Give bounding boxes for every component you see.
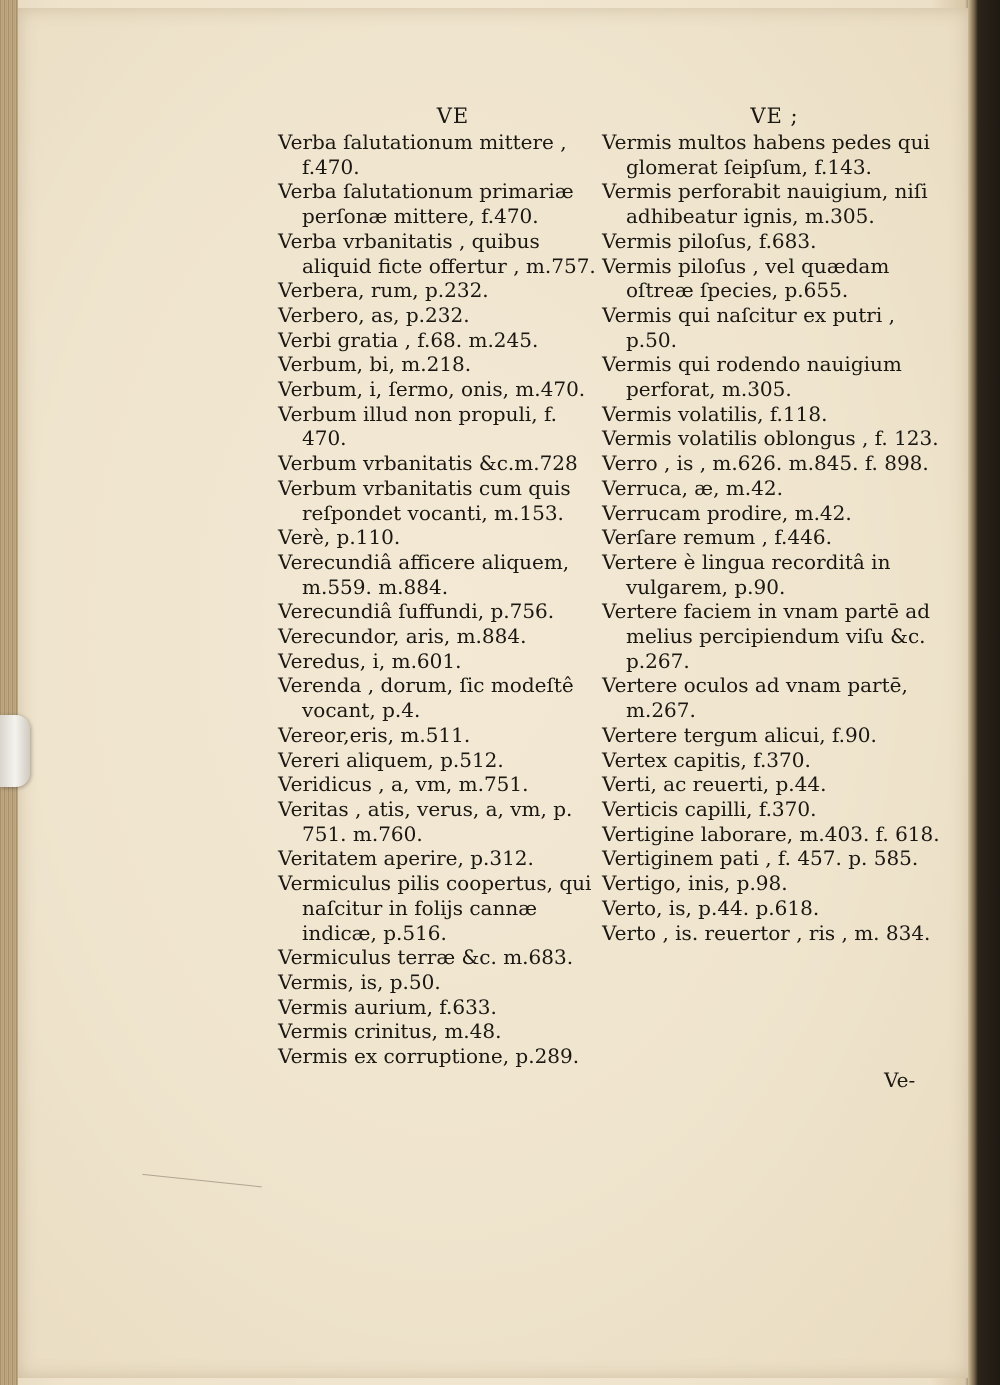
page-edges-left — [0, 0, 18, 1385]
right-column-header: VE ; — [750, 104, 799, 128]
dictionary-entry: Vertere è lingua recorditâ in vulgarem, p.90. — [602, 549, 891, 599]
dictionary-entry: Verè, p.110. — [278, 525, 401, 550]
dictionary-entry: Vermis piloſus, f.683. — [602, 228, 817, 253]
dictionary-entry: Veredus, i, m.601. — [278, 648, 462, 673]
dictionary-entry: Verbero, as, p.232. — [278, 302, 470, 327]
dictionary-entry: Verbum, i, ſermo, onis, m.470. — [278, 377, 586, 402]
dictionary-entry: Verba vrbanitatis , quibus aliquid ficte offertur , m.757. — [278, 228, 596, 278]
dictionary-entry: Vermis ex corruptione, p.289. — [278, 1044, 580, 1069]
dictionary-entry: Vermis crinitus, m.48. — [278, 1019, 502, 1044]
dictionary-entry: Verba ſalutationum primariæ perſonæ mittere, f.470. — [278, 179, 574, 229]
left-column — [278, 104, 598, 1069]
dictionary-entry: Verbi gratia , f.68. m.245. — [278, 327, 539, 352]
dictionary-entry: Vermis aurium, f.633. — [278, 994, 497, 1019]
dictionary-entry: Vermis qui rodendo nauigium perforat, m.305. — [602, 352, 902, 402]
dictionary-entry: Verbum illud non propuli, f. 470. — [278, 401, 558, 451]
dictionary-entry: Vertiginem pati , f. 457. p. 585. — [602, 846, 919, 871]
dictionary-entry: Verecundor, aris, m.884. — [278, 624, 527, 649]
dictionary-entry: Vermis, is, p.50. — [278, 969, 441, 994]
dictionary-entry: Verſare remum , f.446. — [602, 525, 832, 550]
dictionary-entry: Vermis piloſus , vel quædam oſtreæ ſpecies, p.655. — [602, 253, 890, 303]
dictionary-entry: Verticis capilli, f.370. — [602, 796, 817, 821]
dictionary-entry: Veritas , atis, verus, a, vm, p. 751. m.760. — [278, 796, 573, 846]
dictionary-entry: Verbera, rum, p.232. — [278, 278, 489, 303]
dictionary-entry: Verba ſalutationum mittere , f.470. — [278, 130, 567, 179]
dictionary-entry: Verti, ac reuerti, p.44. — [602, 772, 827, 797]
dictionary-entry: Vertere tergum alicui, f.90. — [602, 722, 877, 747]
dictionary-entry: Vertere oculos ad vnam partē, m.267. — [602, 673, 908, 723]
dictionary-entry: Verto, is, p.44. p.618. — [602, 895, 820, 920]
dictionary-entry: Veridicus , a, vm, m.751. — [278, 772, 529, 797]
right-column — [602, 104, 947, 945]
dictionary-entry: Vermis volatilis oblongus , f. 123. — [602, 426, 939, 451]
dictionary-entry: Verto , is. reuertor , ris , m. 834. — [602, 920, 931, 945]
dictionary-entry: Vereor,eris, m.511. — [278, 722, 471, 747]
dictionary-entry: Vertigo, inis, p.98. — [602, 871, 788, 896]
dictionary-entry: Vereri aliquem, p.512. — [278, 747, 504, 772]
dictionary-entry: Vermis multos habens pedes qui glomerat ſeipſum, f.143. — [602, 130, 930, 179]
dictionary-entry: Vertigine laborare, m.403. f. 618. — [602, 821, 940, 846]
page-clip — [0, 715, 30, 787]
dictionary-entry: Vertere faciem in vnam partē ad melius percipiendum viſu &c. p.267. — [602, 599, 931, 673]
catchword: Ve- — [884, 1068, 916, 1092]
dictionary-entry: Verruca, æ, m.42. — [602, 475, 783, 500]
dictionary-entry: Verenda , dorum, ſic modeſtê vocant, p.4. — [278, 673, 574, 723]
dictionary-entry: Verecundiâ afficere aliquem, m.559. m.884. — [278, 549, 570, 599]
dictionary-entry: Veritatem aperire, p.312. — [278, 846, 534, 871]
dictionary-entry: Verbum, bi, m.218. — [278, 352, 472, 377]
dictionary-entry: Vermiculus terræ &c. m.683. — [278, 945, 574, 970]
dictionary-entry: Vertex capitis, f.370. — [602, 747, 811, 772]
dictionary-entry: Verrucam prodire, m.42. — [602, 500, 852, 525]
dictionary-entry: Vermis perforabit nauigium, niſi adhibeatur ignis, m.305. — [602, 179, 928, 229]
dictionary-entry: Vermis qui naſcitur ex putri , p.50. — [602, 302, 895, 352]
dictionary-entry: Vermis volatilis, f.118. — [602, 401, 828, 426]
facing-page-edge — [968, 0, 1000, 1385]
dictionary-entry: Verecundiâ ſuffundi, p.756. — [278, 599, 555, 624]
left-column-header: VE — [436, 104, 470, 128]
dictionary-entry: Verbum vrbanitatis &c.m.728 — [278, 451, 578, 476]
dictionary-entry: Verbum vrbanitatis cum quis reſpondet vocanti, m.153. — [278, 475, 571, 525]
dictionary-entry: Vermiculus pilis coopertus, qui naſcitur in folijs cannæ indicæ, p.516. — [278, 871, 592, 945]
dictionary-entry: Verro , is , m.626. m.845. f. 898. — [602, 451, 929, 476]
